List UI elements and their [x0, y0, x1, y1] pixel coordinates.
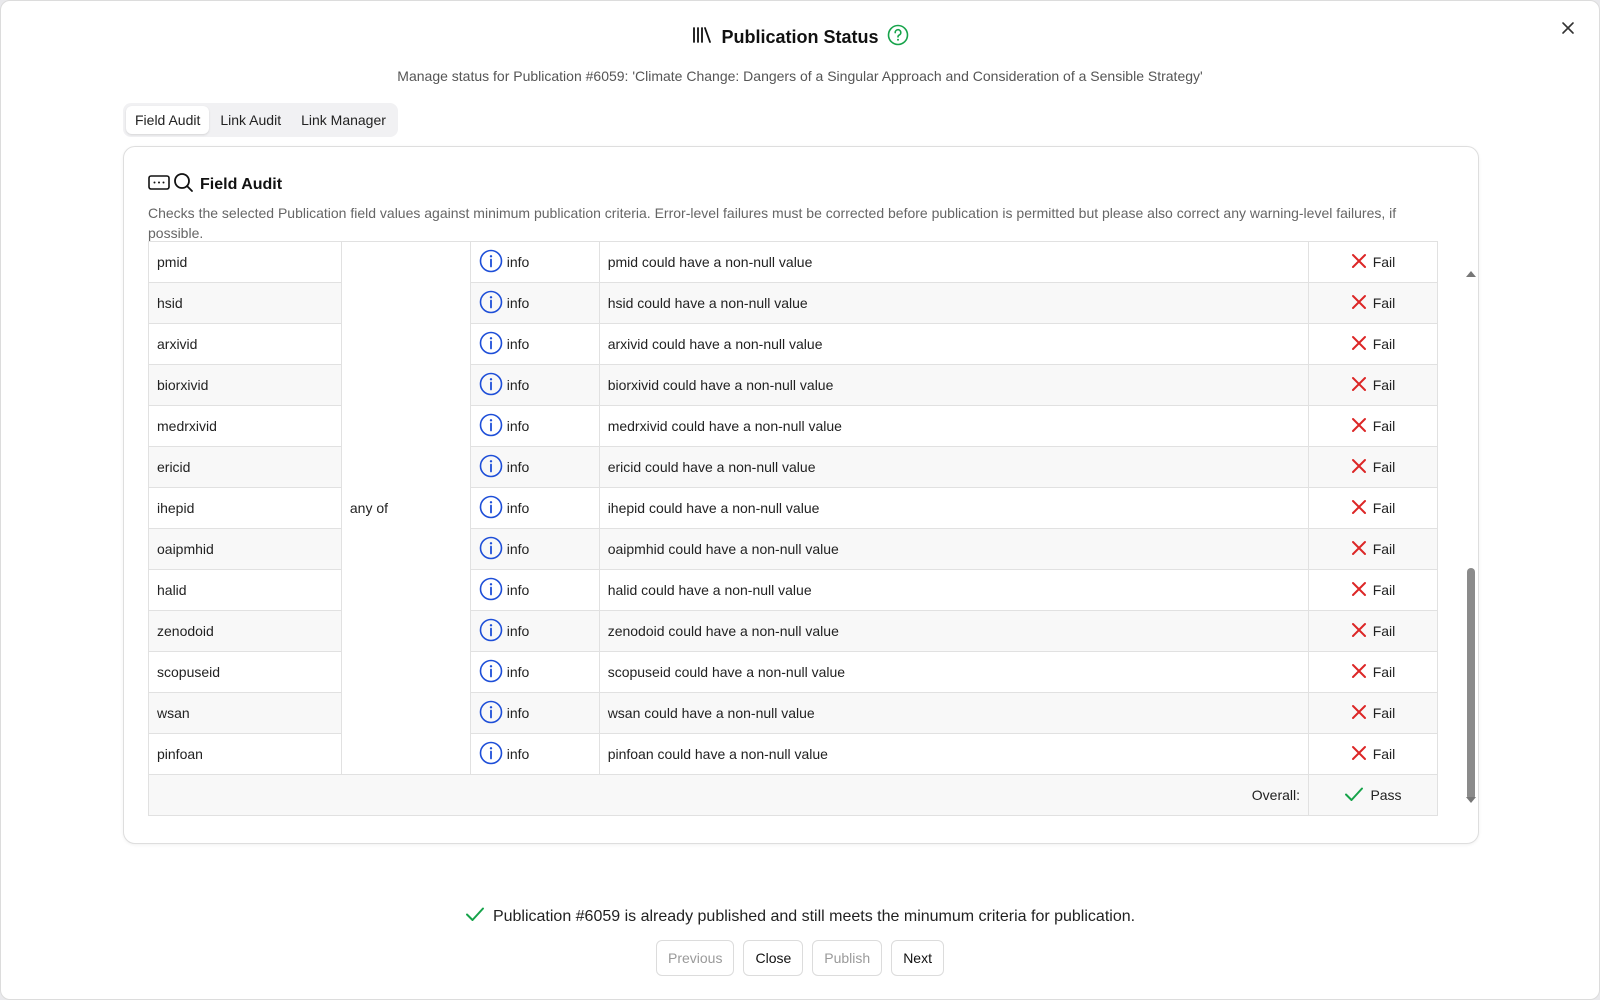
info-icon [479, 454, 503, 481]
fail-x-icon [1351, 294, 1367, 313]
field-name-cell: oaipmhid [149, 529, 342, 570]
severity-cell [470, 570, 599, 611]
card-description: Checks the selected Publication field values against minimum publication criteria. Error-level failures must be corrected before publication is permitted but please also correct any warning-level failures, if possible. [148, 205, 1397, 241]
result-label: Fail [1372, 500, 1396, 516]
field-name-cell: wsan [149, 693, 342, 734]
fail-x-icon [1351, 253, 1367, 272]
field-name-cell: medrxivid [149, 406, 342, 447]
field-name-cell: ihepid [149, 488, 342, 529]
table-row [149, 242, 1438, 283]
info-icon [479, 741, 503, 768]
message-cell: arxivid could have a non-null value [599, 324, 1308, 365]
result-label: Fail [1372, 746, 1396, 762]
fail-x-icon [1351, 540, 1367, 559]
field-name-cell: scopuseid [149, 652, 342, 693]
result-label: Fail [1372, 459, 1396, 475]
status-text: Publication #6059 is already published and still meets the minumum criteria for publication. [492, 907, 1136, 925]
severity-label: info [506, 295, 530, 311]
info-icon [479, 495, 503, 522]
info-icon [479, 700, 503, 727]
message-cell: scopuseid could have a non-null value [599, 652, 1308, 693]
message-cell: zenodoid could have a non-null value [599, 611, 1308, 652]
severity-cell [470, 242, 599, 283]
message-cell: wsan could have a non-null value [599, 693, 1308, 734]
dialog-title: Publication Status [721, 26, 879, 47]
severity-label: info [506, 418, 530, 434]
next-button[interactable]: Next [891, 940, 944, 976]
fail-x-icon [1351, 417, 1367, 436]
info-icon [479, 290, 503, 317]
result-label: Fail [1372, 418, 1396, 434]
audit-tabs [123, 103, 398, 137]
result-label: Fail [1372, 377, 1396, 393]
field-name-cell: ericid [149, 447, 342, 488]
publication-status-message [1, 906, 1599, 927]
group-condition-cell: any of [341, 242, 470, 775]
severity-label: info [506, 459, 530, 475]
info-icon [479, 618, 503, 645]
severity-label: info [506, 336, 530, 352]
overall-result-cell [1309, 775, 1438, 816]
severity-cell [470, 529, 599, 570]
severity-label: info [506, 582, 530, 598]
severity-label: info [506, 377, 530, 393]
severity-label: info [506, 664, 530, 680]
result-cell [1309, 365, 1438, 406]
fail-x-icon [1351, 335, 1367, 354]
severity-label: info [506, 746, 530, 762]
result-cell [1309, 529, 1438, 570]
dialog-header [1, 23, 1599, 84]
tab-link-manager[interactable]: Link Manager [301, 112, 386, 128]
audit-table [148, 241, 1438, 816]
result-label: Fail [1372, 541, 1396, 557]
table-scrollbar[interactable] [1463, 263, 1479, 811]
info-icon [479, 331, 503, 358]
severity-label: info [506, 541, 530, 557]
close-button[interactable]: Close [743, 940, 803, 976]
field-name-cell: zenodoid [149, 611, 342, 652]
publish-button[interactable]: Publish [812, 940, 882, 976]
scroll-thumb[interactable] [1467, 568, 1475, 800]
dialog-actions [1, 940, 1599, 976]
result-label: Fail [1372, 664, 1396, 680]
severity-cell [470, 693, 599, 734]
message-cell: hsid could have a non-null value [599, 283, 1308, 324]
severity-cell [470, 652, 599, 693]
result-cell [1309, 652, 1438, 693]
severity-cell [470, 447, 599, 488]
message-cell: ericid could have a non-null value [599, 447, 1308, 488]
info-icon [479, 659, 503, 686]
result-label: Fail [1372, 705, 1396, 721]
message-cell: ihepid could have a non-null value [599, 488, 1308, 529]
severity-cell [470, 611, 599, 652]
scroll-up-arrow[interactable] [1466, 271, 1476, 277]
info-icon [479, 372, 503, 399]
result-cell [1309, 488, 1438, 529]
message-cell: oaipmhid could have a non-null value [599, 529, 1308, 570]
result-cell [1309, 611, 1438, 652]
fail-x-icon [1351, 622, 1367, 641]
severity-label: info [506, 623, 530, 639]
overall-row [149, 775, 1438, 816]
check-icon [465, 906, 485, 927]
fail-x-icon [1351, 745, 1367, 764]
field-search-icon [148, 171, 194, 198]
message-cell: pmid could have a non-null value [599, 242, 1308, 283]
severity-cell [470, 734, 599, 775]
fail-x-icon [1351, 581, 1367, 600]
message-cell: biorxivid could have a non-null value [599, 365, 1308, 406]
pass-check-icon [1344, 786, 1364, 805]
result-cell [1309, 242, 1438, 283]
severity-label: info [506, 705, 530, 721]
info-icon [479, 577, 503, 604]
result-label: Fail [1372, 254, 1396, 270]
audit-table-scroll[interactable] [148, 254, 1438, 823]
library-icon [691, 25, 713, 50]
card-title: Field Audit [200, 175, 283, 193]
tab-link-audit[interactable]: Link Audit [220, 112, 282, 128]
overall-result: Pass [1370, 787, 1402, 803]
result-cell [1309, 324, 1438, 365]
result-cell [1309, 283, 1438, 324]
result-label: Fail [1372, 295, 1396, 311]
severity-label: info [506, 254, 530, 270]
message-cell: halid could have a non-null value [599, 570, 1308, 611]
severity-cell [470, 283, 599, 324]
result-cell [1309, 406, 1438, 447]
field-name-cell: pmid [149, 242, 342, 283]
fail-x-icon [1351, 499, 1367, 518]
severity-cell [470, 324, 599, 365]
severity-label: info [506, 500, 530, 516]
message-cell: medrxivid could have a non-null value [599, 406, 1308, 447]
field-audit-card [123, 146, 1479, 844]
scroll-down-arrow[interactable] [1466, 797, 1476, 803]
field-name-cell: hsid [149, 283, 342, 324]
fail-x-icon [1351, 704, 1367, 723]
info-icon [479, 413, 503, 440]
fail-x-icon [1351, 376, 1367, 395]
field-name-cell: pinfoan [149, 734, 342, 775]
severity-cell [470, 406, 599, 447]
previous-button[interactable]: Previous [656, 940, 734, 976]
result-label: Fail [1372, 336, 1396, 352]
result-cell [1309, 693, 1438, 734]
field-name-cell: biorxivid [149, 365, 342, 406]
result-cell [1309, 570, 1438, 611]
fail-x-icon [1351, 458, 1367, 477]
field-name-cell: halid [149, 570, 342, 611]
info-icon [479, 536, 503, 563]
overall-label: Overall: [149, 775, 1309, 816]
field-name-cell: arxivid [149, 324, 342, 365]
severity-cell [470, 365, 599, 406]
dialog-subtitle: Manage status for Publication #6059: 'Climate Change: Dangers of a Singular Approach and Consideration of a Sensible Strategy' [397, 68, 1203, 84]
fail-x-icon [1351, 663, 1367, 682]
help-circle-icon[interactable] [887, 24, 909, 51]
message-cell: pinfoan could have a non-null value [599, 734, 1308, 775]
result-cell [1309, 447, 1438, 488]
info-icon [479, 249, 503, 276]
severity-cell [470, 488, 599, 529]
result-cell [1309, 734, 1438, 775]
result-label: Fail [1372, 623, 1396, 639]
tab-field-audit[interactable]: Field Audit [126, 106, 209, 134]
result-label: Fail [1372, 582, 1396, 598]
